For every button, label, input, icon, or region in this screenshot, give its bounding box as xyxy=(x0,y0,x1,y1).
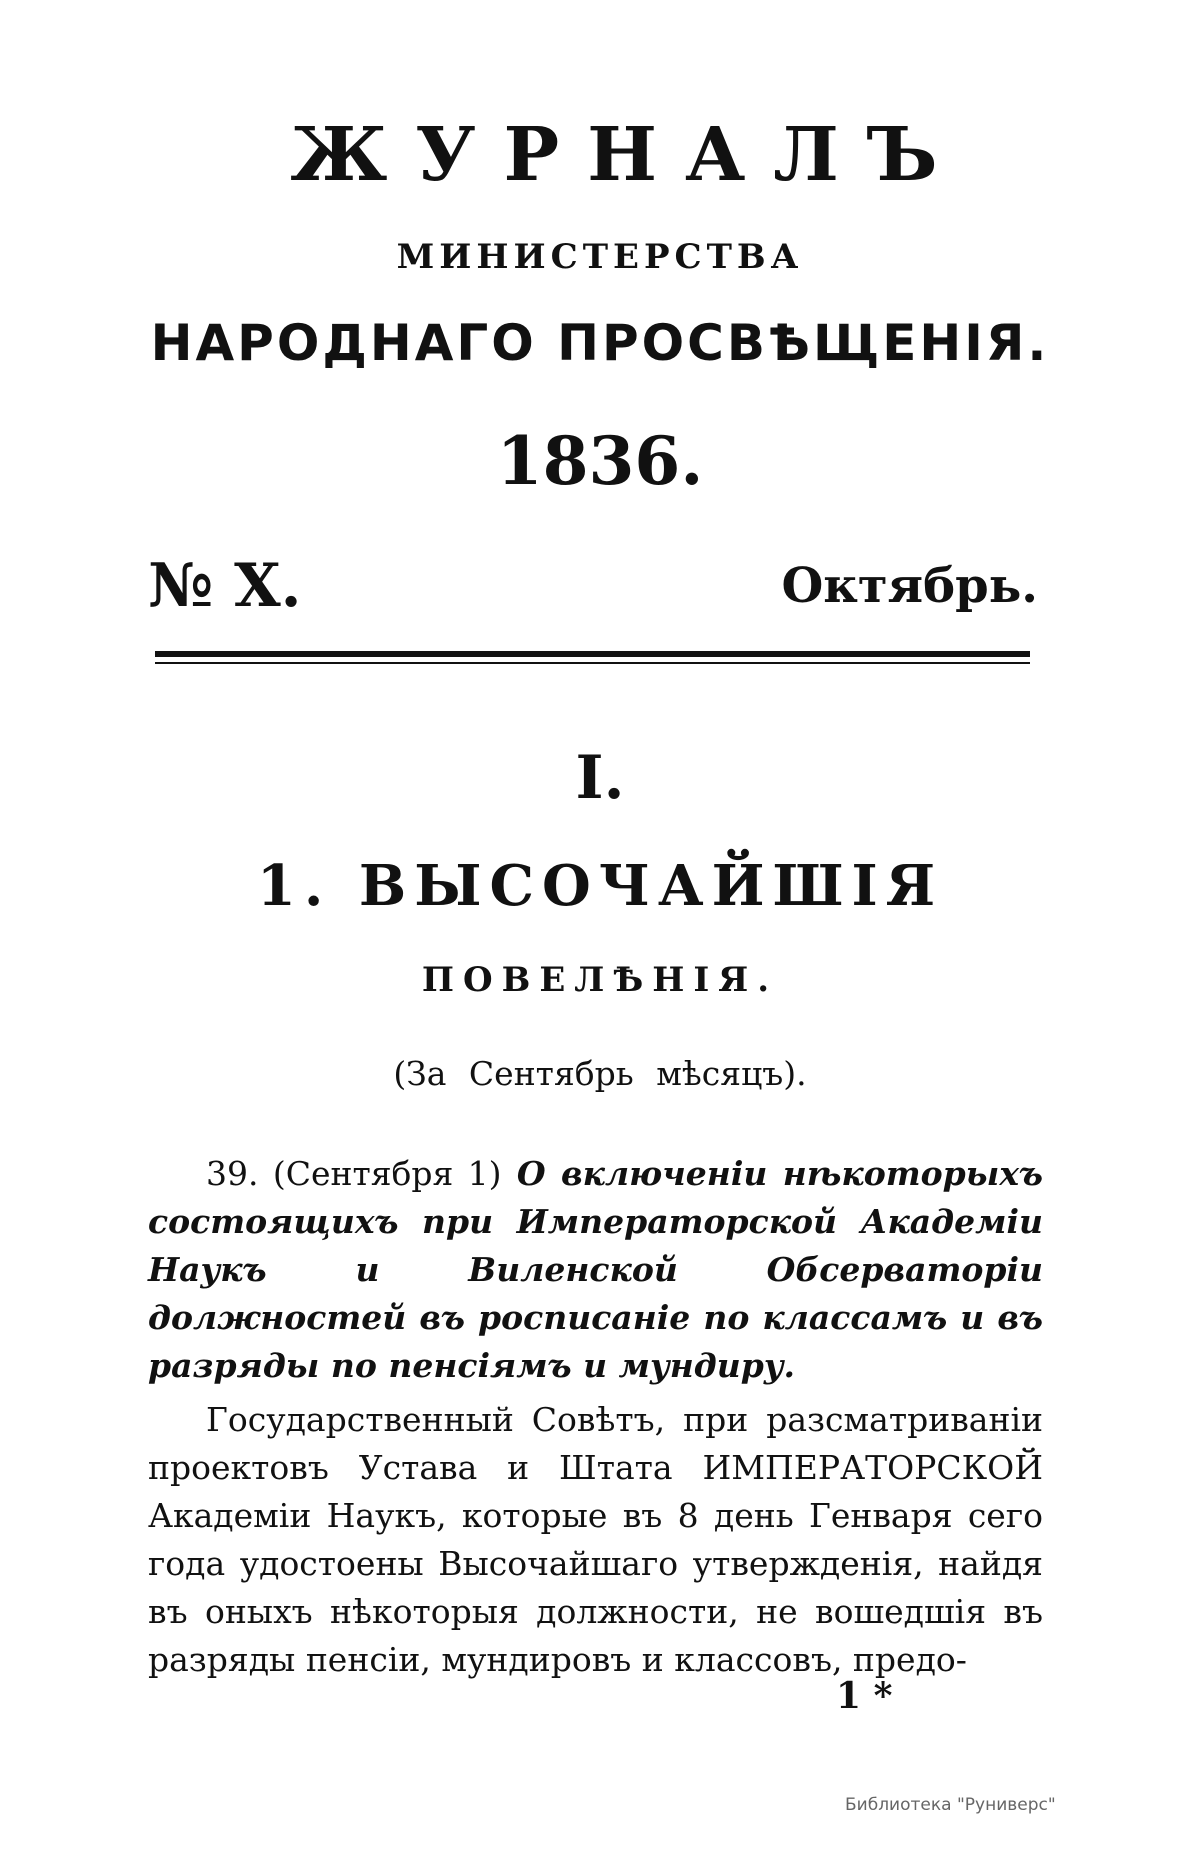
divider-thin xyxy=(155,662,1030,664)
article-body: Государственный Совѣтъ, при разсматриваніи проектовъ Устава и Штата ИМПЕРАТОРСКОЙ Академіи Наукъ, которые въ 8 день Генваря сего года удостоены Высочайшаго утвержденія, найдя въ оныхъ нѣкоторыя должности, не вошедшія въ разряды пенсіи, мундировъ и классовъ, предо- xyxy=(148,1400,1043,1679)
article-title: О включеніи нѣкоторыхъ состоящихъ при Императорской Академіи Наукъ и Виленской Обсерваторіи должностей въ росписаніе по классамъ и въ разряды по пенсіямъ и мундиру. xyxy=(148,1154,1043,1385)
journal-title: ЖУРНАЛЪ xyxy=(290,112,966,198)
section-numeral: I. xyxy=(575,743,625,813)
section-heading: 1. ВЫСОЧАЙШІЯ xyxy=(256,853,944,919)
library-watermark: Библиотека "Руниверс" xyxy=(845,1795,1056,1815)
issue-number: № X. xyxy=(148,551,302,621)
page-signature-mark: 1 * xyxy=(836,1675,893,1717)
journal-edition: НАРОДНАГО ПРОСВѢЩЕНІЯ. xyxy=(150,314,1050,372)
section-heading-continued: ПОВЕЛѢНІЯ. xyxy=(421,960,779,1000)
issue-row xyxy=(148,551,1038,626)
article-number: 39. (Сентября 1) xyxy=(206,1154,502,1193)
article-title-paragraph xyxy=(148,1150,1043,1390)
journal-year: 1836. xyxy=(496,422,704,500)
journal-subtitle: МИНИСТЕРСТВА xyxy=(396,237,804,277)
issue-month: Октябрь. xyxy=(781,558,1038,614)
divider-thick xyxy=(155,651,1030,657)
section-subheading: (За Сентябрь мѣсяцъ). xyxy=(393,1054,807,1093)
